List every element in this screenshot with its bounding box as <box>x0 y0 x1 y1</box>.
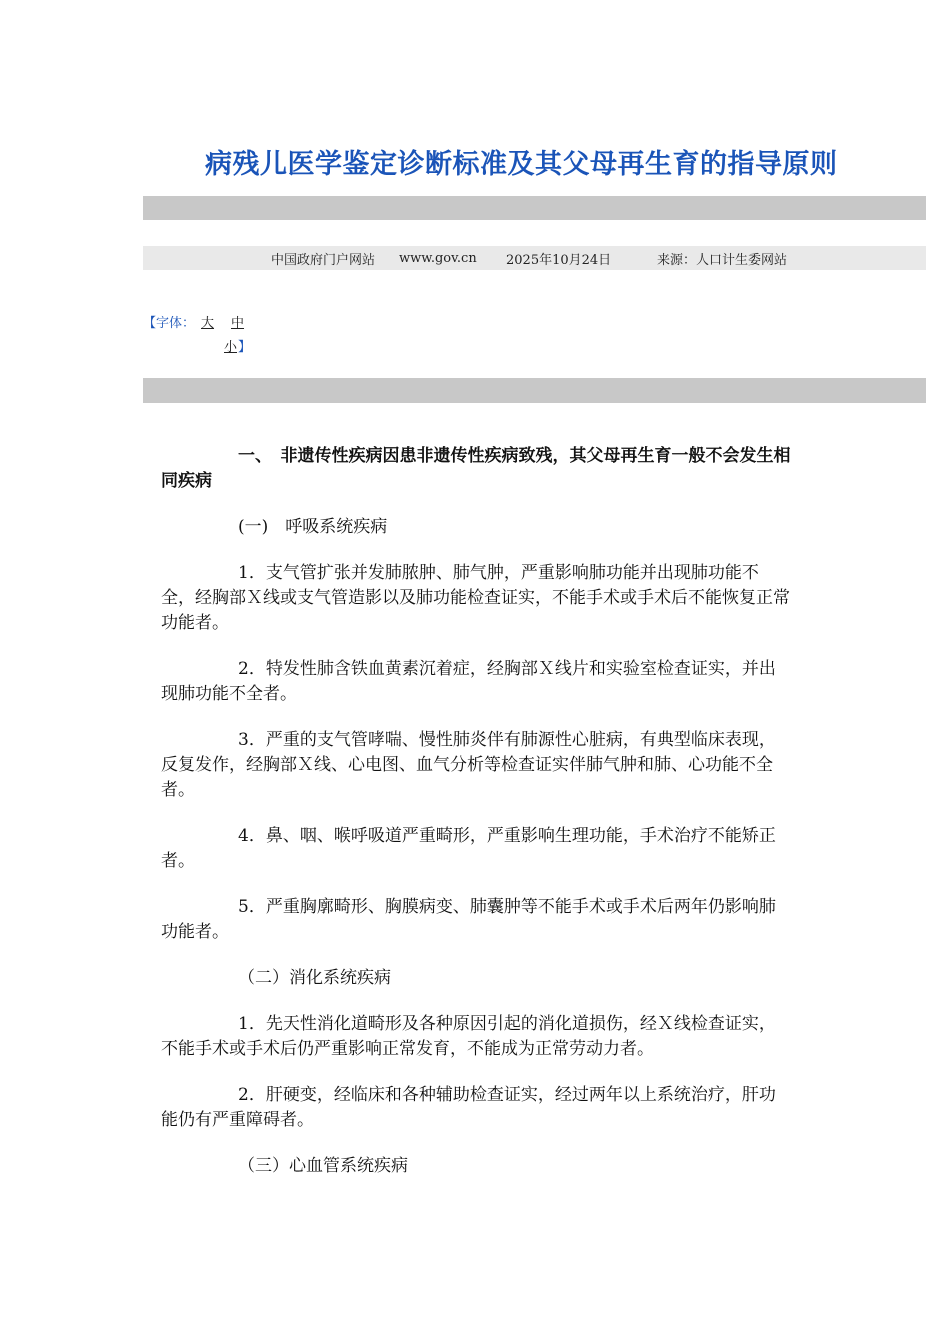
paragraph: 2．肝硬变，经临床和各种辅助检查证实，经过两年以上系统治疗，肝功能仍有严重障碍者。 <box>161 1085 776 1130</box>
meta-source: 来源：人口计生委网站 <box>657 252 788 268</box>
paragraph: 1．支气管扩张并发肺脓肿、肺气肿，严重影响肺功能并出现肺功能不全，经胸部Ｘ线或支气管造影以及肺功能检查证实，不能手术或手术后不能恢复正常功能者。 <box>161 563 790 633</box>
meta-date: 2025年10月24日 <box>506 252 612 268</box>
subsection-heading: （三）心血管系统疾病 <box>238 1156 408 1176</box>
section-heading: 一、 非遗传性疾病因患非遗传性疾病致残，其父母再生育一般不会发生相同疾病 <box>161 446 791 491</box>
article-body <box>161 444 791 1200</box>
subsection-heading: (一) 呼吸系统疾病 <box>238 517 388 537</box>
paragraph: 2．特发性肺含铁血黄素沉着症，经胸部Ｘ线片和实验室检查证实，并出现肺功能不全者。 <box>161 659 776 704</box>
paragraph: 5．严重胸廓畸形、胸膜病变、肺囊肿等不能手术或手术后两年仍影响肺功能者。 <box>161 897 776 942</box>
paragraph: 3．严重的支气管哮喘、慢性肺炎伴有肺源性心脏病，有典型临床表现，反复发作，经胸部Ｘ线、心电图、血气分析等检查证实伴肺气肿和肺、心功能不全者。 <box>161 730 776 800</box>
font-medium-link[interactable]: 中 <box>231 316 245 331</box>
meta-bar <box>143 246 926 270</box>
page-title: 病残儿医学鉴定诊断标准及其父母再生育的指导原则 <box>205 149 838 180</box>
paragraph: 1．先天性消化道畸形及各种原因引起的消化道损伤，经Ｘ线检查证实，不能手术或手术后仍严重影响正常发育，不能成为正常劳动力者。 <box>161 1014 776 1059</box>
divider-bar <box>143 196 926 220</box>
meta-site: 中国政府门户网站 <box>271 252 376 268</box>
divider-bar <box>143 378 926 403</box>
font-size-label: 【字体： <box>143 316 196 331</box>
font-small-link[interactable]: 小 <box>224 340 238 355</box>
subsection-heading: （二）消化系统疾病 <box>238 968 391 988</box>
font-large-link[interactable]: 大 <box>201 316 215 331</box>
paragraph: 4．鼻、咽、喉呼吸道严重畸形，严重影响生理功能，手术治疗不能矫正者。 <box>161 826 776 871</box>
meta-url: www.gov.cn <box>399 250 477 266</box>
font-size-close: 】 <box>238 340 252 355</box>
